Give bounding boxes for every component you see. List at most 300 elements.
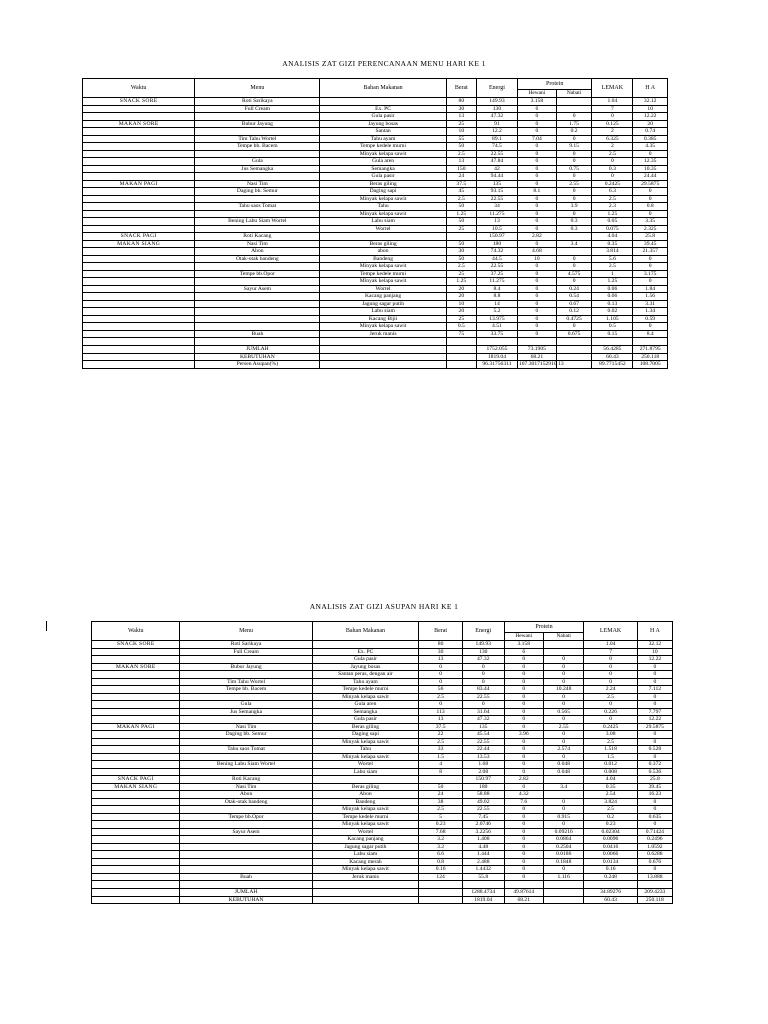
cell-berat: 13 bbox=[446, 158, 476, 166]
cell-nabati: 0 bbox=[543, 701, 584, 709]
table-row bbox=[83, 225, 668, 233]
cell-lemak: 5.6 bbox=[592, 255, 633, 263]
cell-hewani: 0 bbox=[517, 263, 556, 271]
cell-lemak: 7 bbox=[584, 648, 637, 656]
cell-bahan bbox=[320, 233, 446, 241]
cell-waktu bbox=[83, 195, 195, 203]
table-row bbox=[83, 323, 668, 331]
cell-empty bbox=[476, 338, 517, 346]
cell-ha: 0.74 bbox=[633, 128, 668, 136]
cell-berat: 13 bbox=[419, 716, 463, 724]
cell-waktu bbox=[83, 143, 195, 151]
cell-menu: Tempe bb. Bacem bbox=[180, 686, 312, 694]
cell-hewani: 0 bbox=[504, 671, 543, 679]
cell-ha: 7.112 bbox=[637, 686, 672, 694]
cell-ha: 4.35 bbox=[633, 143, 668, 151]
cell-nabati bbox=[543, 648, 584, 656]
cell-empty bbox=[419, 881, 463, 889]
cell-waktu bbox=[83, 218, 195, 226]
cell-energi: 22.55 bbox=[476, 195, 517, 203]
cell-lemak: 6.325 bbox=[592, 135, 633, 143]
cell-energi: 22.55 bbox=[462, 693, 504, 701]
cell-nabati: 0 bbox=[543, 678, 584, 686]
table-row bbox=[92, 693, 673, 701]
cell-lemak: 1.04 bbox=[584, 641, 637, 649]
cell-berat: 3.2 bbox=[419, 836, 463, 844]
table-row bbox=[83, 330, 668, 338]
cell-lemak: 0.35 bbox=[584, 783, 637, 791]
cell-hewani: 49.87614 bbox=[504, 889, 543, 897]
cell-energi: 1.408 bbox=[462, 836, 504, 844]
cell-menu bbox=[180, 656, 312, 664]
cell-bahan: Beras giling bbox=[312, 723, 419, 731]
cell-energi: 45.54 bbox=[462, 731, 504, 739]
cell-lemak: 2.5 bbox=[592, 263, 633, 271]
cell-lemak: 2.5 bbox=[592, 150, 633, 158]
cell-menu: Nasi Tim bbox=[195, 240, 320, 248]
cell-energi: 74.5 bbox=[476, 143, 517, 151]
cell-energi: 11.275 bbox=[476, 278, 517, 286]
table-row bbox=[83, 195, 668, 203]
cell-berat: 1.5 bbox=[419, 753, 463, 761]
cell-berat bbox=[419, 896, 463, 904]
header-menu: Menu bbox=[180, 622, 312, 641]
cell-berat: 2.5 bbox=[446, 195, 476, 203]
cell-nabati bbox=[556, 248, 592, 256]
cell-menu bbox=[180, 768, 312, 776]
cell-nabati: 0 bbox=[556, 135, 592, 143]
cell-waktu bbox=[92, 693, 180, 701]
cell-waktu: MAKAN SIANG bbox=[83, 240, 195, 248]
cell-lemak: 2 bbox=[592, 143, 633, 151]
cell-berat: 2.5 bbox=[419, 738, 463, 746]
cell-empty bbox=[517, 338, 556, 346]
cell-ha: 25.8 bbox=[637, 776, 672, 784]
cell-nabati: 0 bbox=[543, 798, 584, 806]
cell-energi: 14 bbox=[476, 300, 517, 308]
cell-menu: Bubur Jayung bbox=[180, 663, 312, 671]
cell-waktu bbox=[92, 791, 180, 799]
cell-energi: 130 bbox=[476, 105, 517, 113]
cell-berat: 113 bbox=[419, 708, 463, 716]
cell-lemak: 0.0416 bbox=[584, 843, 637, 851]
cell-bahan: Tempe kedele murni bbox=[320, 270, 446, 278]
cell-bahan: Wortel bbox=[312, 761, 419, 769]
table-row bbox=[83, 270, 668, 278]
table-row bbox=[92, 753, 673, 761]
table-row bbox=[92, 738, 673, 746]
cell-lemak: 0 bbox=[592, 158, 633, 166]
cell-nabati: 0.0864 bbox=[543, 836, 584, 844]
cell-waktu bbox=[83, 203, 195, 211]
cell-berat: 37.5 bbox=[419, 723, 463, 731]
cell-nabati: 0 bbox=[543, 821, 584, 829]
cell-ha: 0.59 bbox=[633, 315, 668, 323]
cell-waktu bbox=[92, 671, 180, 679]
cell-ha: 12.22 bbox=[637, 716, 672, 724]
table-row bbox=[83, 263, 668, 271]
cell-ha: 0.8 bbox=[633, 203, 668, 211]
cell-waktu bbox=[83, 361, 195, 369]
cell-nabati: 0.0186 bbox=[543, 851, 584, 859]
table-row bbox=[92, 806, 673, 814]
cell-ha: 108.7005 bbox=[633, 361, 668, 369]
cell-nabati: 0.1848 bbox=[543, 858, 584, 866]
cell-energi: 4.48 bbox=[462, 843, 504, 851]
table-row bbox=[92, 708, 673, 716]
cell-nabati: 0 bbox=[556, 188, 592, 196]
cell-energi: 1819.04 bbox=[462, 896, 504, 904]
table-row bbox=[83, 255, 668, 263]
cell-nabati: 0 bbox=[556, 323, 592, 331]
cell-waktu bbox=[92, 896, 180, 904]
cell-energi: 1288.4734 bbox=[462, 889, 504, 897]
cell-bahan: Gula pasir bbox=[320, 173, 446, 181]
header-nabati: Nabati bbox=[543, 633, 584, 641]
cell-energi: 74.32 bbox=[476, 248, 517, 256]
table-row bbox=[83, 128, 668, 136]
cell-energi: 180 bbox=[476, 240, 517, 248]
cell-menu: Persen Asupan(%) bbox=[195, 361, 320, 369]
cell-nabati: 0 bbox=[556, 210, 592, 218]
cell-nabati: 2.574 bbox=[543, 746, 584, 754]
cell-nabati: 4.575 bbox=[556, 270, 592, 278]
cell-hewani: 73.1905 bbox=[517, 346, 556, 354]
cell-bahan: Abon bbox=[312, 791, 419, 799]
cell-waktu: MAKAN SORE bbox=[83, 120, 195, 128]
cell-empty bbox=[584, 881, 637, 889]
cell-berat: 0.16 bbox=[419, 866, 463, 874]
cell-hewani: 0 bbox=[504, 761, 543, 769]
cell-energi: 2.0746 bbox=[462, 821, 504, 829]
cell-menu bbox=[180, 866, 312, 874]
cell-ha: 0 bbox=[637, 671, 672, 679]
cell-energi: 13.53 bbox=[462, 753, 504, 761]
cell-hewani: 0 bbox=[517, 150, 556, 158]
cell-menu: Tim Tahu Wortel bbox=[195, 135, 320, 143]
cell-ha: 0.6288 bbox=[637, 851, 672, 859]
cell-bahan bbox=[312, 641, 419, 649]
cell-hewani: 0 bbox=[517, 173, 556, 181]
cell-energi: 55.8 bbox=[462, 873, 504, 881]
cell-bahan bbox=[312, 776, 419, 784]
cell-waktu bbox=[92, 708, 180, 716]
cell-ha: 0 bbox=[633, 278, 668, 286]
cell-nabati: 0 bbox=[543, 693, 584, 701]
cell-lemak: 2 bbox=[592, 128, 633, 136]
table-row bbox=[92, 768, 673, 776]
cell-waktu bbox=[83, 255, 195, 263]
cell-nabati bbox=[543, 889, 584, 897]
cell-bahan: Wortel bbox=[312, 828, 419, 836]
cell-berat bbox=[446, 361, 476, 369]
cell-berat: 38 bbox=[419, 798, 463, 806]
total-row bbox=[92, 896, 673, 904]
cell-bahan bbox=[312, 896, 419, 904]
cell-bahan: Labu siam bbox=[312, 851, 419, 859]
cell-menu: Otak-otak bandeng bbox=[195, 255, 320, 263]
cell-energi: 13.975 bbox=[476, 315, 517, 323]
cell-berat: 4 bbox=[419, 761, 463, 769]
cell-bahan: Minyak kelapa sawit bbox=[312, 753, 419, 761]
cell-lemak: 0 bbox=[584, 716, 637, 724]
cell-menu: Daging bb. Semur bbox=[180, 731, 312, 739]
table-row bbox=[92, 648, 673, 656]
header-lemak: LEMAK bbox=[592, 79, 633, 98]
cell-ha: 0.71424 bbox=[637, 828, 672, 836]
cell-empty bbox=[83, 338, 195, 346]
cell-lemak: 89.7715452 bbox=[592, 361, 633, 369]
cell-energi: 1.4432 bbox=[462, 866, 504, 874]
cell-energi: 22.55 bbox=[462, 806, 504, 814]
table-row bbox=[92, 761, 673, 769]
cell-berat: 0.23 bbox=[419, 821, 463, 829]
cell-energi: 135 bbox=[462, 723, 504, 731]
cell-bahan: Santan bbox=[320, 128, 446, 136]
cell-berat: 150 bbox=[446, 165, 476, 173]
cell-ha: 21.357 bbox=[633, 248, 668, 256]
header-row bbox=[92, 622, 673, 633]
cell-menu: Otak-otak bandeng bbox=[180, 798, 312, 806]
cell-hewani: 0 bbox=[504, 693, 543, 701]
cell-hewani: 0 bbox=[504, 813, 543, 821]
cell-menu bbox=[195, 315, 320, 323]
cell-hewani: 0 bbox=[517, 113, 556, 121]
cell-hewani: 68.21 bbox=[517, 353, 556, 361]
cell-waktu: SNACK PAGI bbox=[92, 776, 180, 784]
cell-waktu bbox=[92, 858, 180, 866]
cell-waktu bbox=[92, 761, 180, 769]
cell-nabati: 0 bbox=[543, 663, 584, 671]
cell-empty bbox=[195, 338, 320, 346]
cell-menu bbox=[195, 173, 320, 181]
cell-energi: 150.97 bbox=[476, 233, 517, 241]
cell-lemak: 0.0066 bbox=[584, 851, 637, 859]
cell-lemak: 0.0096 bbox=[584, 836, 637, 844]
cell-menu bbox=[180, 671, 312, 679]
cell-hewani: 0 bbox=[504, 768, 543, 776]
cell-lemak: 60.43 bbox=[592, 353, 633, 361]
cell-ha: 0 bbox=[637, 731, 672, 739]
cell-menu: Abon bbox=[180, 791, 312, 799]
cell-menu bbox=[195, 278, 320, 286]
cell-menu: Buah bbox=[195, 330, 320, 338]
cell-lemak: 2.5 bbox=[584, 693, 637, 701]
cell-hewani: 2.82 bbox=[504, 776, 543, 784]
cell-ha: 3.31 bbox=[633, 300, 668, 308]
cell-hewani: 0 bbox=[517, 315, 556, 323]
cell-ha: 0 bbox=[633, 195, 668, 203]
cell-berat: 1.25 bbox=[446, 278, 476, 286]
cell-bahan: Ex. PC bbox=[312, 648, 419, 656]
cell-lemak: 2.24 bbox=[584, 686, 637, 694]
cell-energi: 180 bbox=[462, 783, 504, 791]
cell-waktu bbox=[92, 678, 180, 686]
cell-menu bbox=[180, 858, 312, 866]
cell-energi: 94.44 bbox=[476, 173, 517, 181]
cell-empty bbox=[462, 881, 504, 889]
cell-lemak: 0.23 bbox=[584, 821, 637, 829]
cell-berat: 124 bbox=[419, 873, 463, 881]
cell-energi: 42 bbox=[476, 165, 517, 173]
cell-ha: 12.22 bbox=[633, 113, 668, 121]
cell-energi: 0 bbox=[462, 701, 504, 709]
cell-hewani: 0 bbox=[517, 218, 556, 226]
cell-energi: 1752.055 bbox=[476, 346, 517, 354]
cell-berat: 45 bbox=[446, 188, 476, 196]
cell-hewani: 0 bbox=[504, 851, 543, 859]
cell-energi: 5.2 bbox=[476, 308, 517, 316]
cell-bahan: Tahu ayam bbox=[320, 135, 446, 143]
cell-ha: 1.34 bbox=[633, 308, 668, 316]
cell-ha: 0 bbox=[633, 150, 668, 158]
table1-title: ANALISIS ZAT GIZI PERENCANAAN MENU HARI KE 1 bbox=[282, 59, 486, 68]
cell-ha: 0 bbox=[637, 753, 672, 761]
total-row bbox=[83, 353, 668, 361]
cell-lemak: 2.5 bbox=[592, 195, 633, 203]
cell-lemak: 0 bbox=[592, 113, 633, 121]
cell-nabati: 0.565 bbox=[543, 708, 584, 716]
cell-lemak: 0.2 bbox=[584, 813, 637, 821]
cell-hewani: 0 bbox=[517, 270, 556, 278]
table-row bbox=[83, 120, 668, 128]
cell-energi: 58.88 bbox=[462, 791, 504, 799]
cell-menu: Jus Semangka bbox=[180, 708, 312, 716]
cell-menu: Full Cream bbox=[180, 648, 312, 656]
cell-empty bbox=[543, 881, 584, 889]
cell-nabati bbox=[543, 776, 584, 784]
cell-bahan: Jeruk manis bbox=[320, 330, 446, 338]
cell-hewani: 0 bbox=[504, 858, 543, 866]
cell-berat: 80 bbox=[446, 98, 476, 106]
cell-berat: 20 bbox=[446, 308, 476, 316]
table-row bbox=[83, 203, 668, 211]
cell-ha: 0 bbox=[637, 663, 672, 671]
cell-hewani: 0 bbox=[517, 195, 556, 203]
cell-hewani: 6 bbox=[517, 105, 556, 113]
cell-menu bbox=[180, 806, 312, 814]
table-row bbox=[83, 105, 668, 113]
cell-lemak: 0 bbox=[584, 678, 637, 686]
cell-hewani: 7.6 bbox=[504, 798, 543, 806]
cell-ha: 13.888 bbox=[637, 873, 672, 881]
cell-ha: 0 bbox=[637, 701, 672, 709]
cell-ha: 20 bbox=[633, 120, 668, 128]
cell-hewani: 0 bbox=[517, 203, 556, 211]
cell-nabati bbox=[543, 641, 584, 649]
cell-energi: 47.32 bbox=[462, 716, 504, 724]
cell-lemak: 0.125 bbox=[592, 120, 633, 128]
cell-waktu bbox=[92, 753, 180, 761]
cell-bahan: Gula pasir bbox=[312, 656, 419, 664]
cell-menu: Roti Sarikaya bbox=[195, 98, 320, 106]
cell-bahan: Bandeng bbox=[320, 255, 446, 263]
cell-menu bbox=[195, 113, 320, 121]
cell-hewani: 0 bbox=[517, 143, 556, 151]
cell-lemak: 0.012 bbox=[584, 761, 637, 769]
cell-energi: 130 bbox=[462, 648, 504, 656]
cell-energi: 47.32 bbox=[462, 656, 504, 664]
cell-bahan: Gula pasir bbox=[320, 113, 446, 121]
cell-berat: 8 bbox=[419, 768, 463, 776]
cell-menu bbox=[195, 263, 320, 271]
cell-waktu bbox=[92, 746, 180, 754]
cell-waktu bbox=[83, 353, 195, 361]
cell-berat bbox=[446, 353, 476, 361]
header-hewani: Hewani bbox=[504, 633, 543, 641]
cell-berat: 0 bbox=[419, 671, 463, 679]
cell-berat: 50 bbox=[446, 218, 476, 226]
cell-menu: JUMLAH bbox=[180, 889, 312, 897]
cell-bahan: Kacang merah bbox=[312, 858, 419, 866]
cell-waktu bbox=[92, 716, 180, 724]
cell-ha: 0 bbox=[633, 188, 668, 196]
cell-nabati bbox=[543, 791, 584, 799]
cell-nabati: 0 bbox=[556, 195, 592, 203]
cell-waktu: SNACK PAGI bbox=[83, 233, 195, 241]
cell-lemak: 6.3 bbox=[592, 188, 633, 196]
cell-ha: 0.635 bbox=[637, 813, 672, 821]
cell-waktu bbox=[92, 806, 180, 814]
cell-waktu bbox=[83, 105, 195, 113]
cell-berat: 2.5 bbox=[446, 263, 476, 271]
cell-waktu: MAKAN PAGI bbox=[83, 180, 195, 188]
cell-waktu bbox=[92, 851, 180, 859]
cell-nabati: 0.048 bbox=[543, 768, 584, 776]
cell-energi: 2.08 bbox=[462, 768, 504, 776]
cell-hewani: 0 bbox=[517, 308, 556, 316]
cell-berat: 33 bbox=[419, 746, 463, 754]
cell-hewani: 10 bbox=[517, 255, 556, 263]
cell-menu bbox=[195, 293, 320, 301]
cell-bahan: Minyak kelapa sawit bbox=[320, 210, 446, 218]
cell-energi: 47.32 bbox=[476, 113, 517, 121]
cell-ha: 2.325 bbox=[633, 225, 668, 233]
cell-hewani: 0 bbox=[517, 180, 556, 188]
cell-ha: 0 bbox=[633, 323, 668, 331]
cell-berat bbox=[419, 889, 463, 897]
cell-ha: 0 bbox=[637, 738, 672, 746]
cell-waktu bbox=[83, 278, 195, 286]
cell-ha: 250.118 bbox=[633, 353, 668, 361]
cell-bahan: Tempe kedele murni bbox=[312, 686, 419, 694]
cell-waktu: MAKAN SORE bbox=[92, 663, 180, 671]
cell-waktu bbox=[83, 225, 195, 233]
cell-bahan: Jeruk manis bbox=[312, 873, 419, 881]
cell-menu: Sayur Asem bbox=[195, 285, 320, 293]
cell-menu bbox=[180, 851, 312, 859]
table-row bbox=[92, 836, 673, 844]
cell-ha: 39.45 bbox=[637, 783, 672, 791]
cell-menu: Tim Tahu Wortel bbox=[180, 678, 312, 686]
cell-menu: Full Cream bbox=[195, 105, 320, 113]
table-row bbox=[83, 233, 668, 241]
cell-menu bbox=[195, 128, 320, 136]
table-row bbox=[83, 308, 668, 316]
cell-hewani: 6 bbox=[504, 648, 543, 656]
table-row bbox=[92, 843, 673, 851]
cell-hewani: 7.04 bbox=[517, 135, 556, 143]
header-berat: Berat bbox=[446, 79, 476, 98]
cell-energi: 33.75 bbox=[476, 330, 517, 338]
cell-hewani: 0 bbox=[517, 165, 556, 173]
cell-berat: 50 bbox=[446, 255, 476, 263]
cell-berat: 50 bbox=[446, 240, 476, 248]
cell-energi: 149.93 bbox=[462, 641, 504, 649]
cell-berat: 20 bbox=[446, 285, 476, 293]
cell-empty bbox=[320, 338, 446, 346]
table-row bbox=[83, 210, 668, 218]
